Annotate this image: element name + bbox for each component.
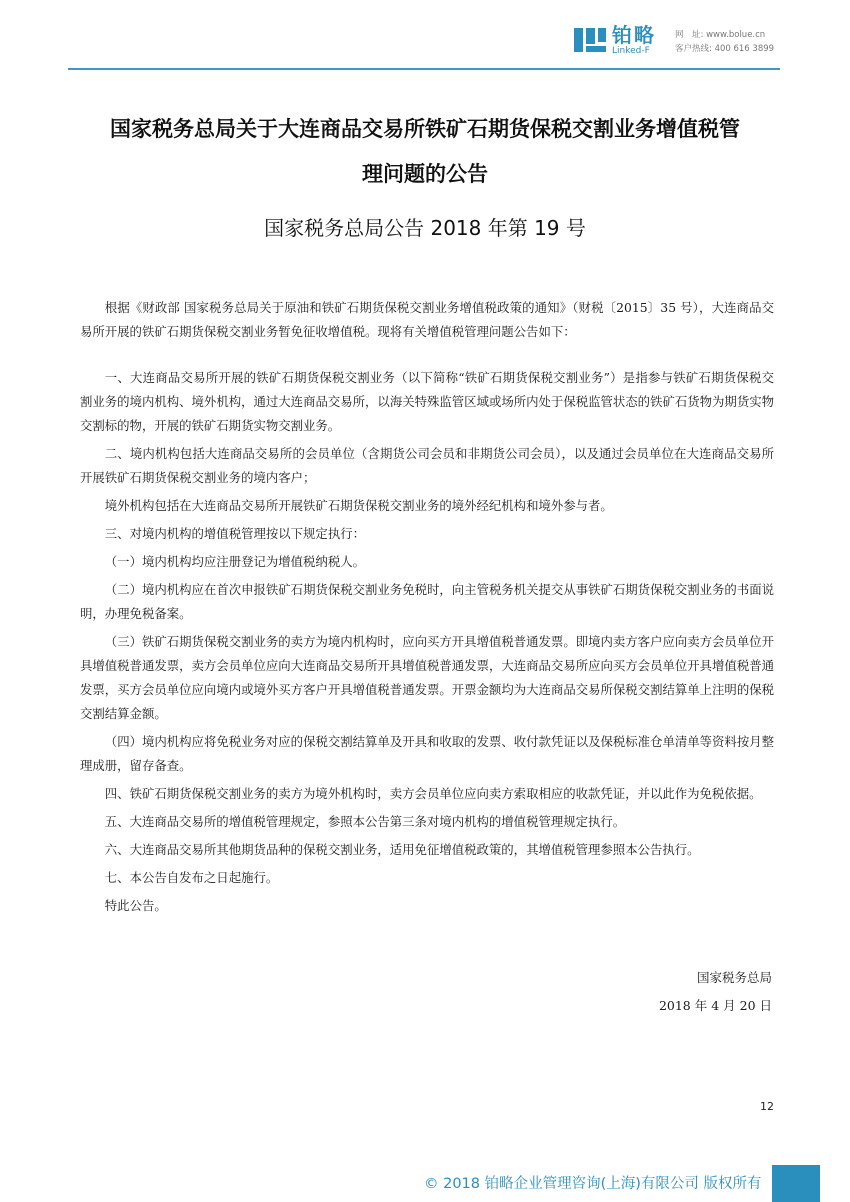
contact-info [675,28,774,56]
paragraph: 四、铁矿石期货保税交割业务的卖方为境外机构时，卖方会员单位应向卖方索取相应的收款凭证，并以此作为免税依据。 [104,786,762,801]
paragraph: 特此公告。 [104,898,167,913]
footer-accent-block [772,1165,820,1202]
title-line-1: 国家税务总局关于大连商品交易所铁矿石期货保税交割业务增值税管 [110,117,740,141]
signature-organization: 国家税务总局 [696,970,772,985]
document-body [80,296,774,922]
page-header [0,0,850,70]
logo-mark-icon [574,24,608,56]
announcement-number: 国家税务总局公告 2018 年第 19 号 [264,216,586,240]
paragraph: （三）铁矿石期货保税交割业务的卖方为境内机构时，应向买方开具增值税普通发票。即境内卖方客户应向卖方会员单位开具增值税普通发票，卖方会员单位应向大连商品交易所开具增值税普通发票，大连商品交易所应向买方会员单位开具增值税普通发票，买方会员单位应向境内或境外买方客户开具增值税普通发票。开票金额均为大连商品交易所保税交割结算单上注明的保税交割结算金额。 [80,634,774,721]
paragraph: 境外机构包括在大连商品交易所开展铁矿石期货保税交割业务的境外经纪机构和境外参与者。 [104,498,613,513]
paragraph: （四）境内机构应将免税业务对应的保税交割结算单及开具和收取的发票、收付款凭证以及保税标准仓单清单等资料按月整理成册，留存备查。 [80,734,774,773]
logo-name-en: Linked-F [612,45,650,56]
title-line-2: 理问题的公告 [362,162,488,186]
paragraph: （一）境内机构均应注册登记为增值税纳税人。 [104,554,365,569]
paragraph: 二、境内机构包括大连商品交易所的会员单位（含期货公司会员和非期货公司会员），以及通过会员单位在大连商品交易所开展铁矿石期货保税交割业务的境内客户； [80,446,774,485]
paragraph: （二）境内机构应在首次申报铁矿石期货保税交割业务免税时，向主管税务机关提交从事铁矿石期货保税交割业务的书面说明，办理免税备案。 [80,582,774,621]
paragraph: 三、对境内机构的增值税管理按以下规定执行： [104,526,365,541]
paragraph: 一、大连商品交易所开展的铁矿石期货保税交割业务（以下简称“铁矿石期货保税交割业务”）是指参与铁矿石期货保税交割业务的境内机构、境外机构，通过大连商品交易所，以海关特殊监管区域或场所内处于保税监管状态的铁矿石货物为期货实物交割标的物，开展的铁矿石期货实物交割业务。 [80,370,774,433]
paragraph: 七、本公告自发布之日起施行。 [104,870,279,885]
document-title [60,107,790,197]
header-divider [68,68,780,70]
paragraph: 根据《财政部 国家税务总局关于原油和铁矿石期货保税交割业务增值税政策的通知》（财税〔2015〕35 号），大连商品交易所开展的铁矿石期货保税交割业务暂免征收增值税。现将有关增值税管理问题公告如下： [80,300,774,339]
logo-name-cn: 铂略 [612,22,656,47]
hotline-text: 客户热线: 400 616 3899 [675,44,775,54]
company-logo [574,24,656,56]
copyright-footer: © 2018 铂略企业管理咨询(上海)有限公司 版权所有 [424,1176,762,1192]
paragraph: 六、大连商品交易所其他期货品种的保税交割业务，适用免征增值税政策的，其增值税管理参照本公告执行。 [104,842,700,857]
paragraph: 五、大连商品交易所的增值税管理规定，参照本公告第三条对境内机构的增值税管理规定执行。 [104,814,626,829]
page-number: 12 [760,1100,774,1113]
signature-date: 2018 年 4 月 20 日 [658,998,772,1013]
website-text: 网 址: www.bolue.cn [675,30,766,40]
